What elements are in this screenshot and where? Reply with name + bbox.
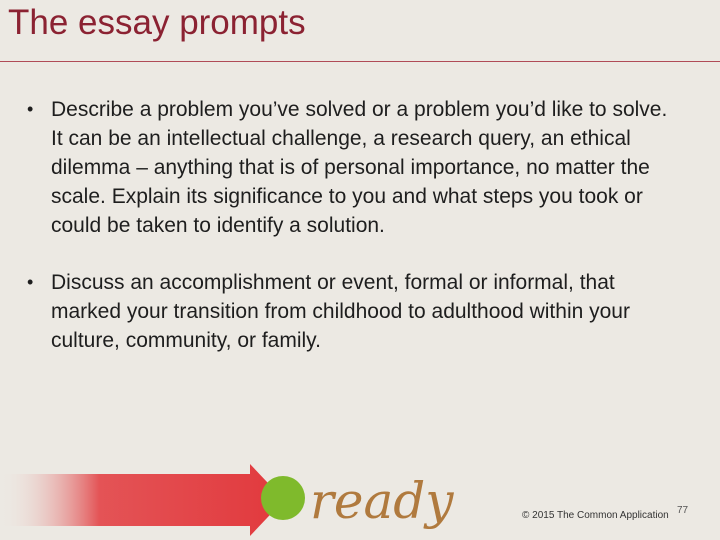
bullet-item-accomplishment <box>24 268 674 355</box>
bullet-marker: • <box>27 272 34 292</box>
bullet-marker: • <box>27 99 34 119</box>
bullet-list <box>24 95 674 355</box>
ready-logo-text: ready <box>310 472 454 530</box>
ready-logo-graphic <box>0 462 470 540</box>
bullet-text: Discuss an accomplishment or event, formal or informal, that marked your transition from childhood to adulthood within your culture, community, or family. <box>51 271 630 352</box>
copyright-text: © 2015 The Common Application <box>522 510 669 521</box>
title-divider <box>0 61 720 62</box>
arrow-icon <box>0 464 284 536</box>
bullet-text: Describe a problem you’ve solved or a problem you’d like to solve. It can be an intellectual challenge, a research query, an ethical dilemma – anything that is of personal importance, no matter the scale. Explain its significance to you and what steps you took or could be taken to identify a solution. <box>51 98 668 237</box>
page-number: 77 <box>677 505 689 516</box>
bullet-item-problem <box>24 95 674 240</box>
slide-title: The essay prompts <box>8 3 306 42</box>
green-circle-icon <box>261 476 305 520</box>
